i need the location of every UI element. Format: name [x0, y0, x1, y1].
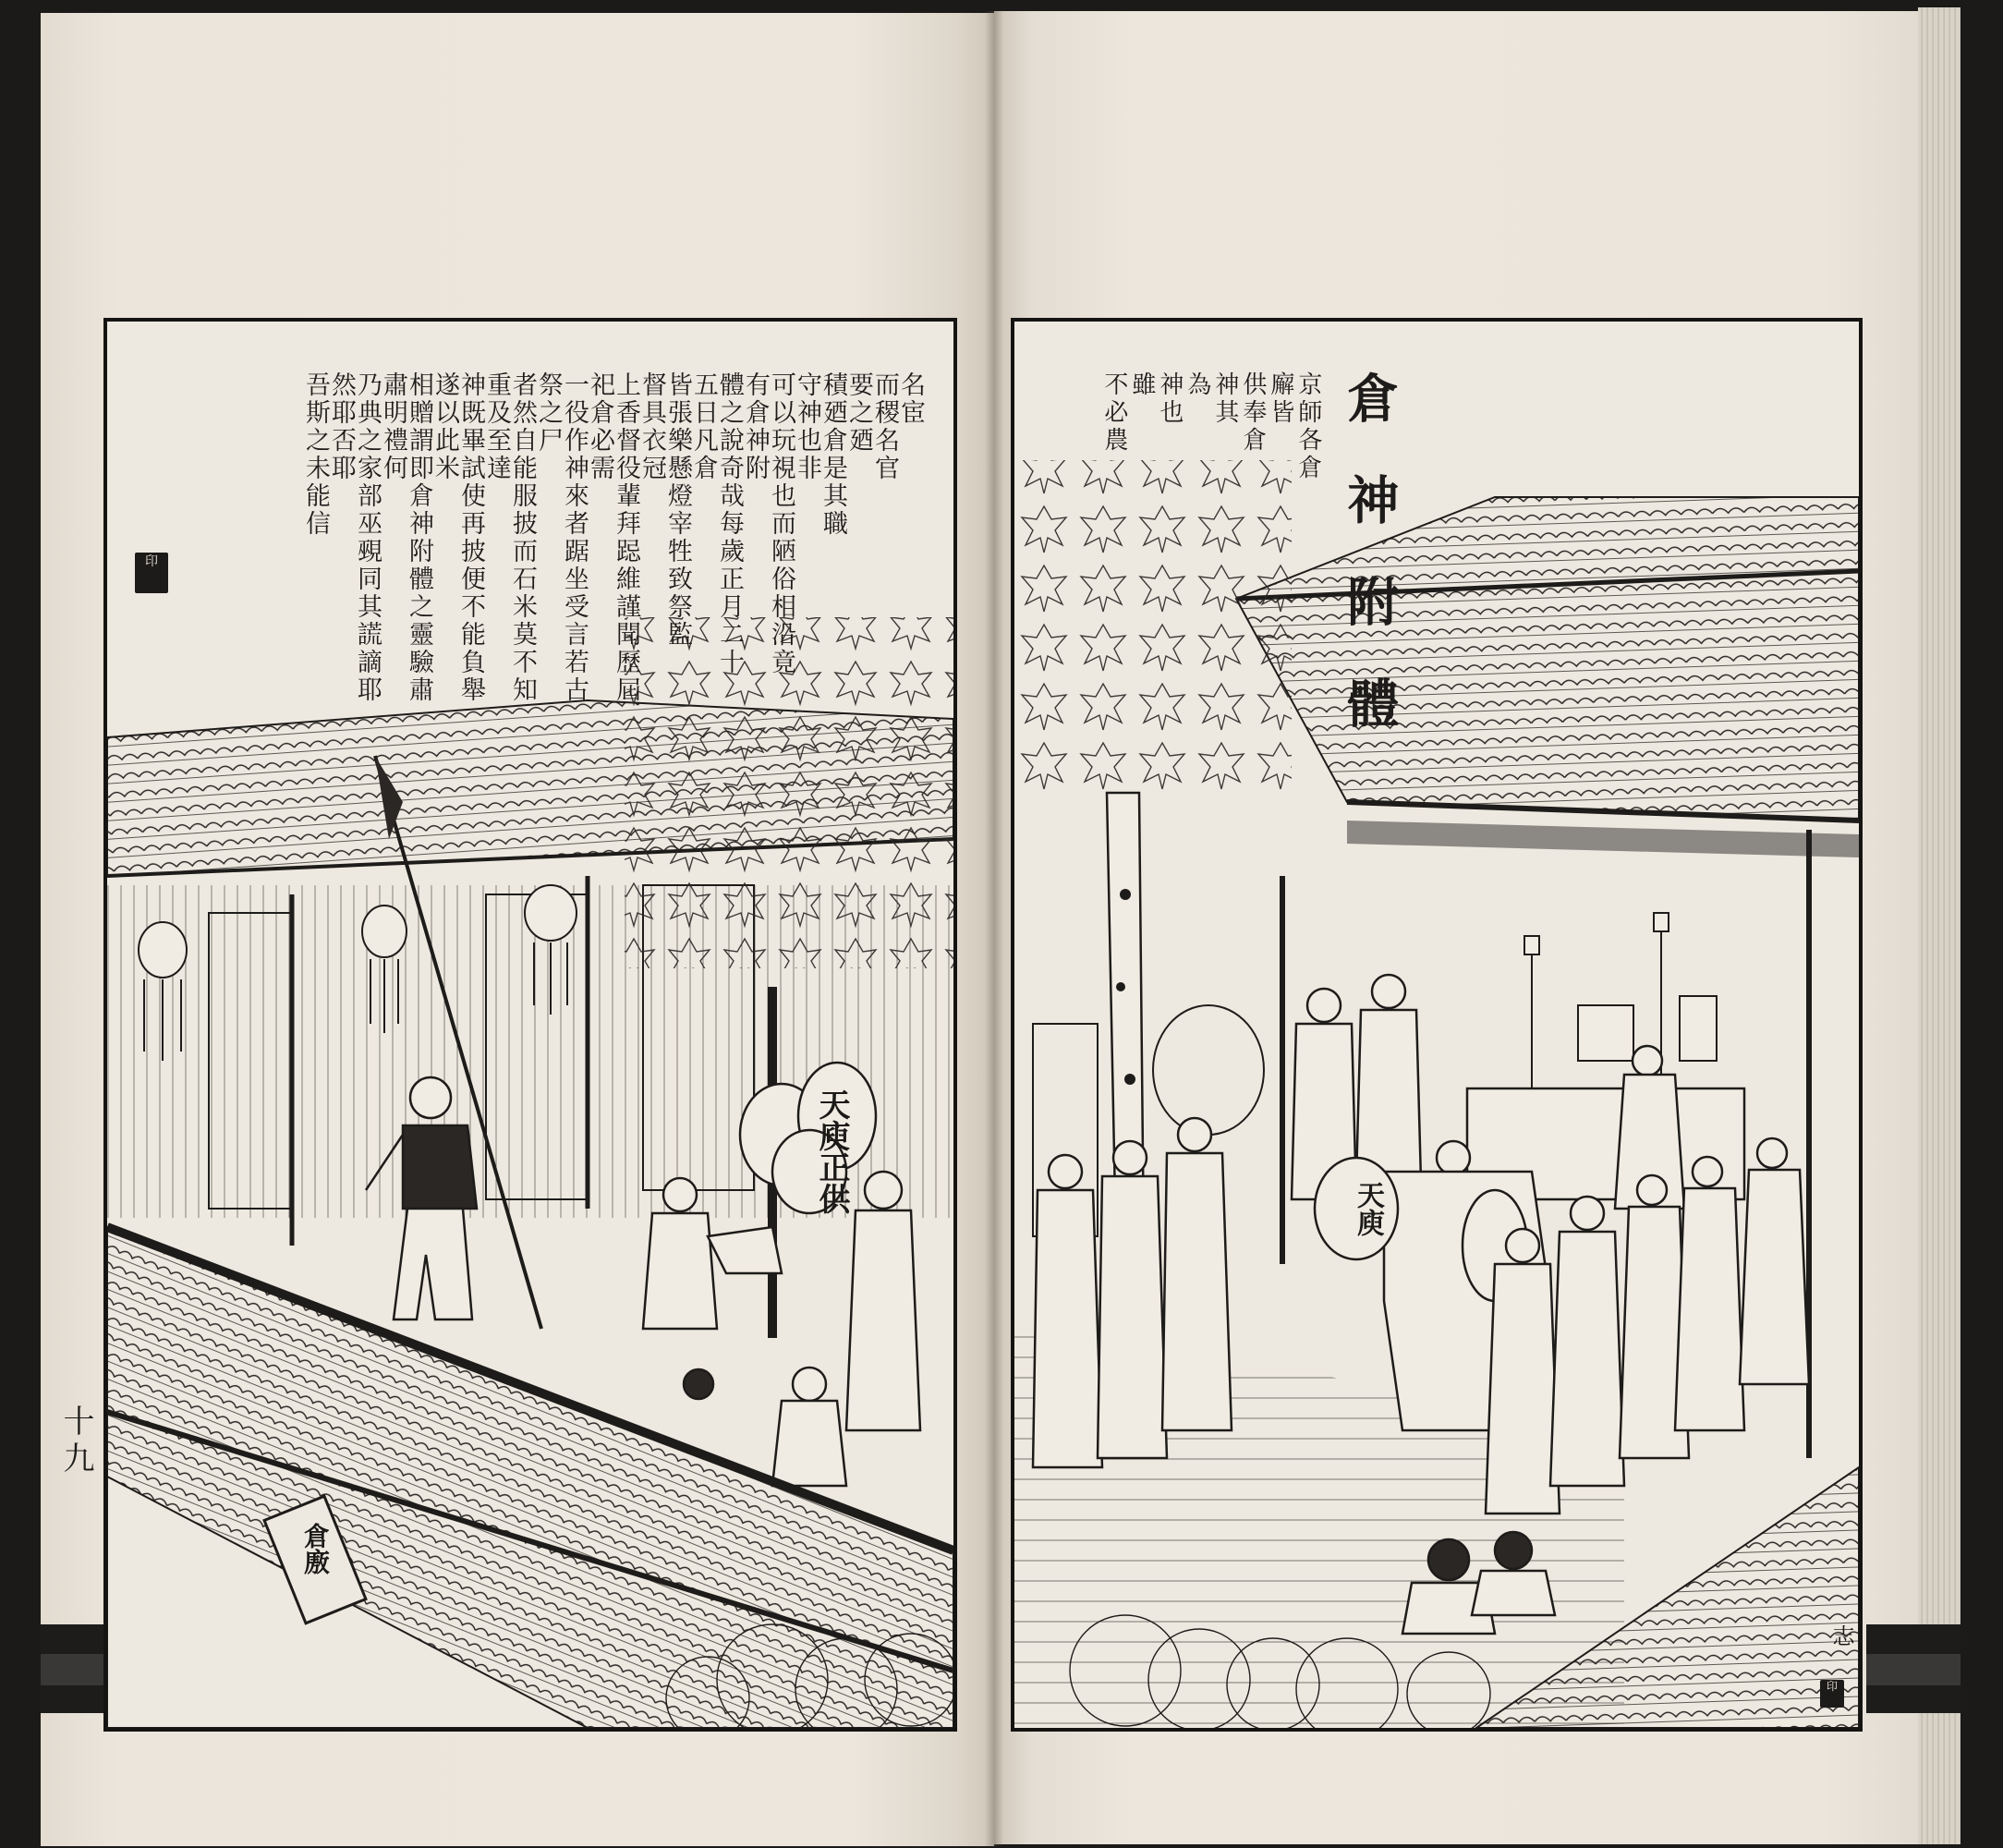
left-text-col-9: 五日凡倉: [689, 371, 719, 482]
left-text-col-5: 守神也非: [793, 371, 822, 482]
caption-col-5: 為: [1183, 371, 1211, 399]
book-gutter: [985, 11, 1003, 1846]
caption-col-2: 廨皆: [1266, 371, 1294, 427]
binding-band-right-inner: [1866, 1654, 1961, 1685]
caption-col-4: 神其: [1210, 371, 1239, 427]
left-text-col-12: 上香督役輩拜跽維謹聞歷屆: [612, 371, 641, 704]
right-illustration-frame: [1011, 318, 1863, 1732]
page-edges: [1918, 7, 1961, 1844]
left-text-col-23: 然耶否耶: [327, 371, 357, 482]
left-text-col-18: 神既畢試使再披便不能負舉: [456, 371, 486, 704]
caption-col-8: 不必農: [1099, 371, 1128, 455]
left-text-col-4: 積廼倉是其職: [819, 371, 848, 538]
gate-plaque-label: 倉廒: [300, 1523, 331, 1574]
artist-signature: 志: [1828, 1624, 1854, 1648]
left-text-col-20: 相贈謂即倉神附體之靈驗肅: [405, 371, 434, 704]
left-text-col-2: 而稷名官: [870, 371, 900, 482]
right-illustration: [1014, 322, 1859, 1728]
artist-seal: 印: [1820, 1680, 1844, 1708]
left-text-col-22: 乃典之家部巫覡同其謊謫耶: [353, 371, 382, 704]
caption-col-3: 供奉倉: [1238, 371, 1267, 455]
folio-number: 十九: [57, 1404, 94, 1478]
left-text-col-21: 肅明禮何: [379, 371, 408, 482]
left-text-col-3: 要之廼: [844, 371, 874, 455]
caption-col-1: 京師各倉: [1293, 371, 1322, 482]
left-text-col-19: 遂以此米: [431, 371, 460, 482]
sack-label-left: 天庾正供: [813, 1088, 850, 1214]
left-text-col-14: 一役作神來者踞坐受言若古: [560, 371, 589, 704]
left-text-col-7: 有倉神附: [741, 371, 771, 482]
left-text-col-17: 重及至達: [482, 371, 512, 482]
caption-col-6: 神也: [1155, 371, 1184, 427]
left-text-col-11: 督具衣冠: [637, 371, 667, 482]
page-title: 倉神附體: [1339, 371, 1401, 778]
left-text-col-1: 名宦: [896, 371, 926, 427]
left-text-col-15: 祭之尸: [534, 371, 564, 455]
left-text-col-10: 皆張樂懸燈宰牲致祭監: [663, 371, 693, 649]
left-illustration-frame: [103, 318, 957, 1732]
left-text-col-6: 可以玩視也而陋俗相沿竟: [767, 371, 796, 676]
left-seal: 印: [135, 553, 168, 593]
left-text-col-16: 者然自能服披而石米莫不知: [508, 371, 538, 704]
left-text-col-24: 吾斯之未能信: [301, 371, 331, 538]
caption-col-7: 雖: [1127, 371, 1156, 399]
sack-label-right: 天庾: [1352, 1181, 1384, 1236]
left-text-col-13: 祀倉必需: [586, 371, 615, 482]
left-text-col-8: 體之說奇哉每歲正月二十: [715, 371, 745, 676]
binding-band-left-inner: [41, 1654, 103, 1685]
